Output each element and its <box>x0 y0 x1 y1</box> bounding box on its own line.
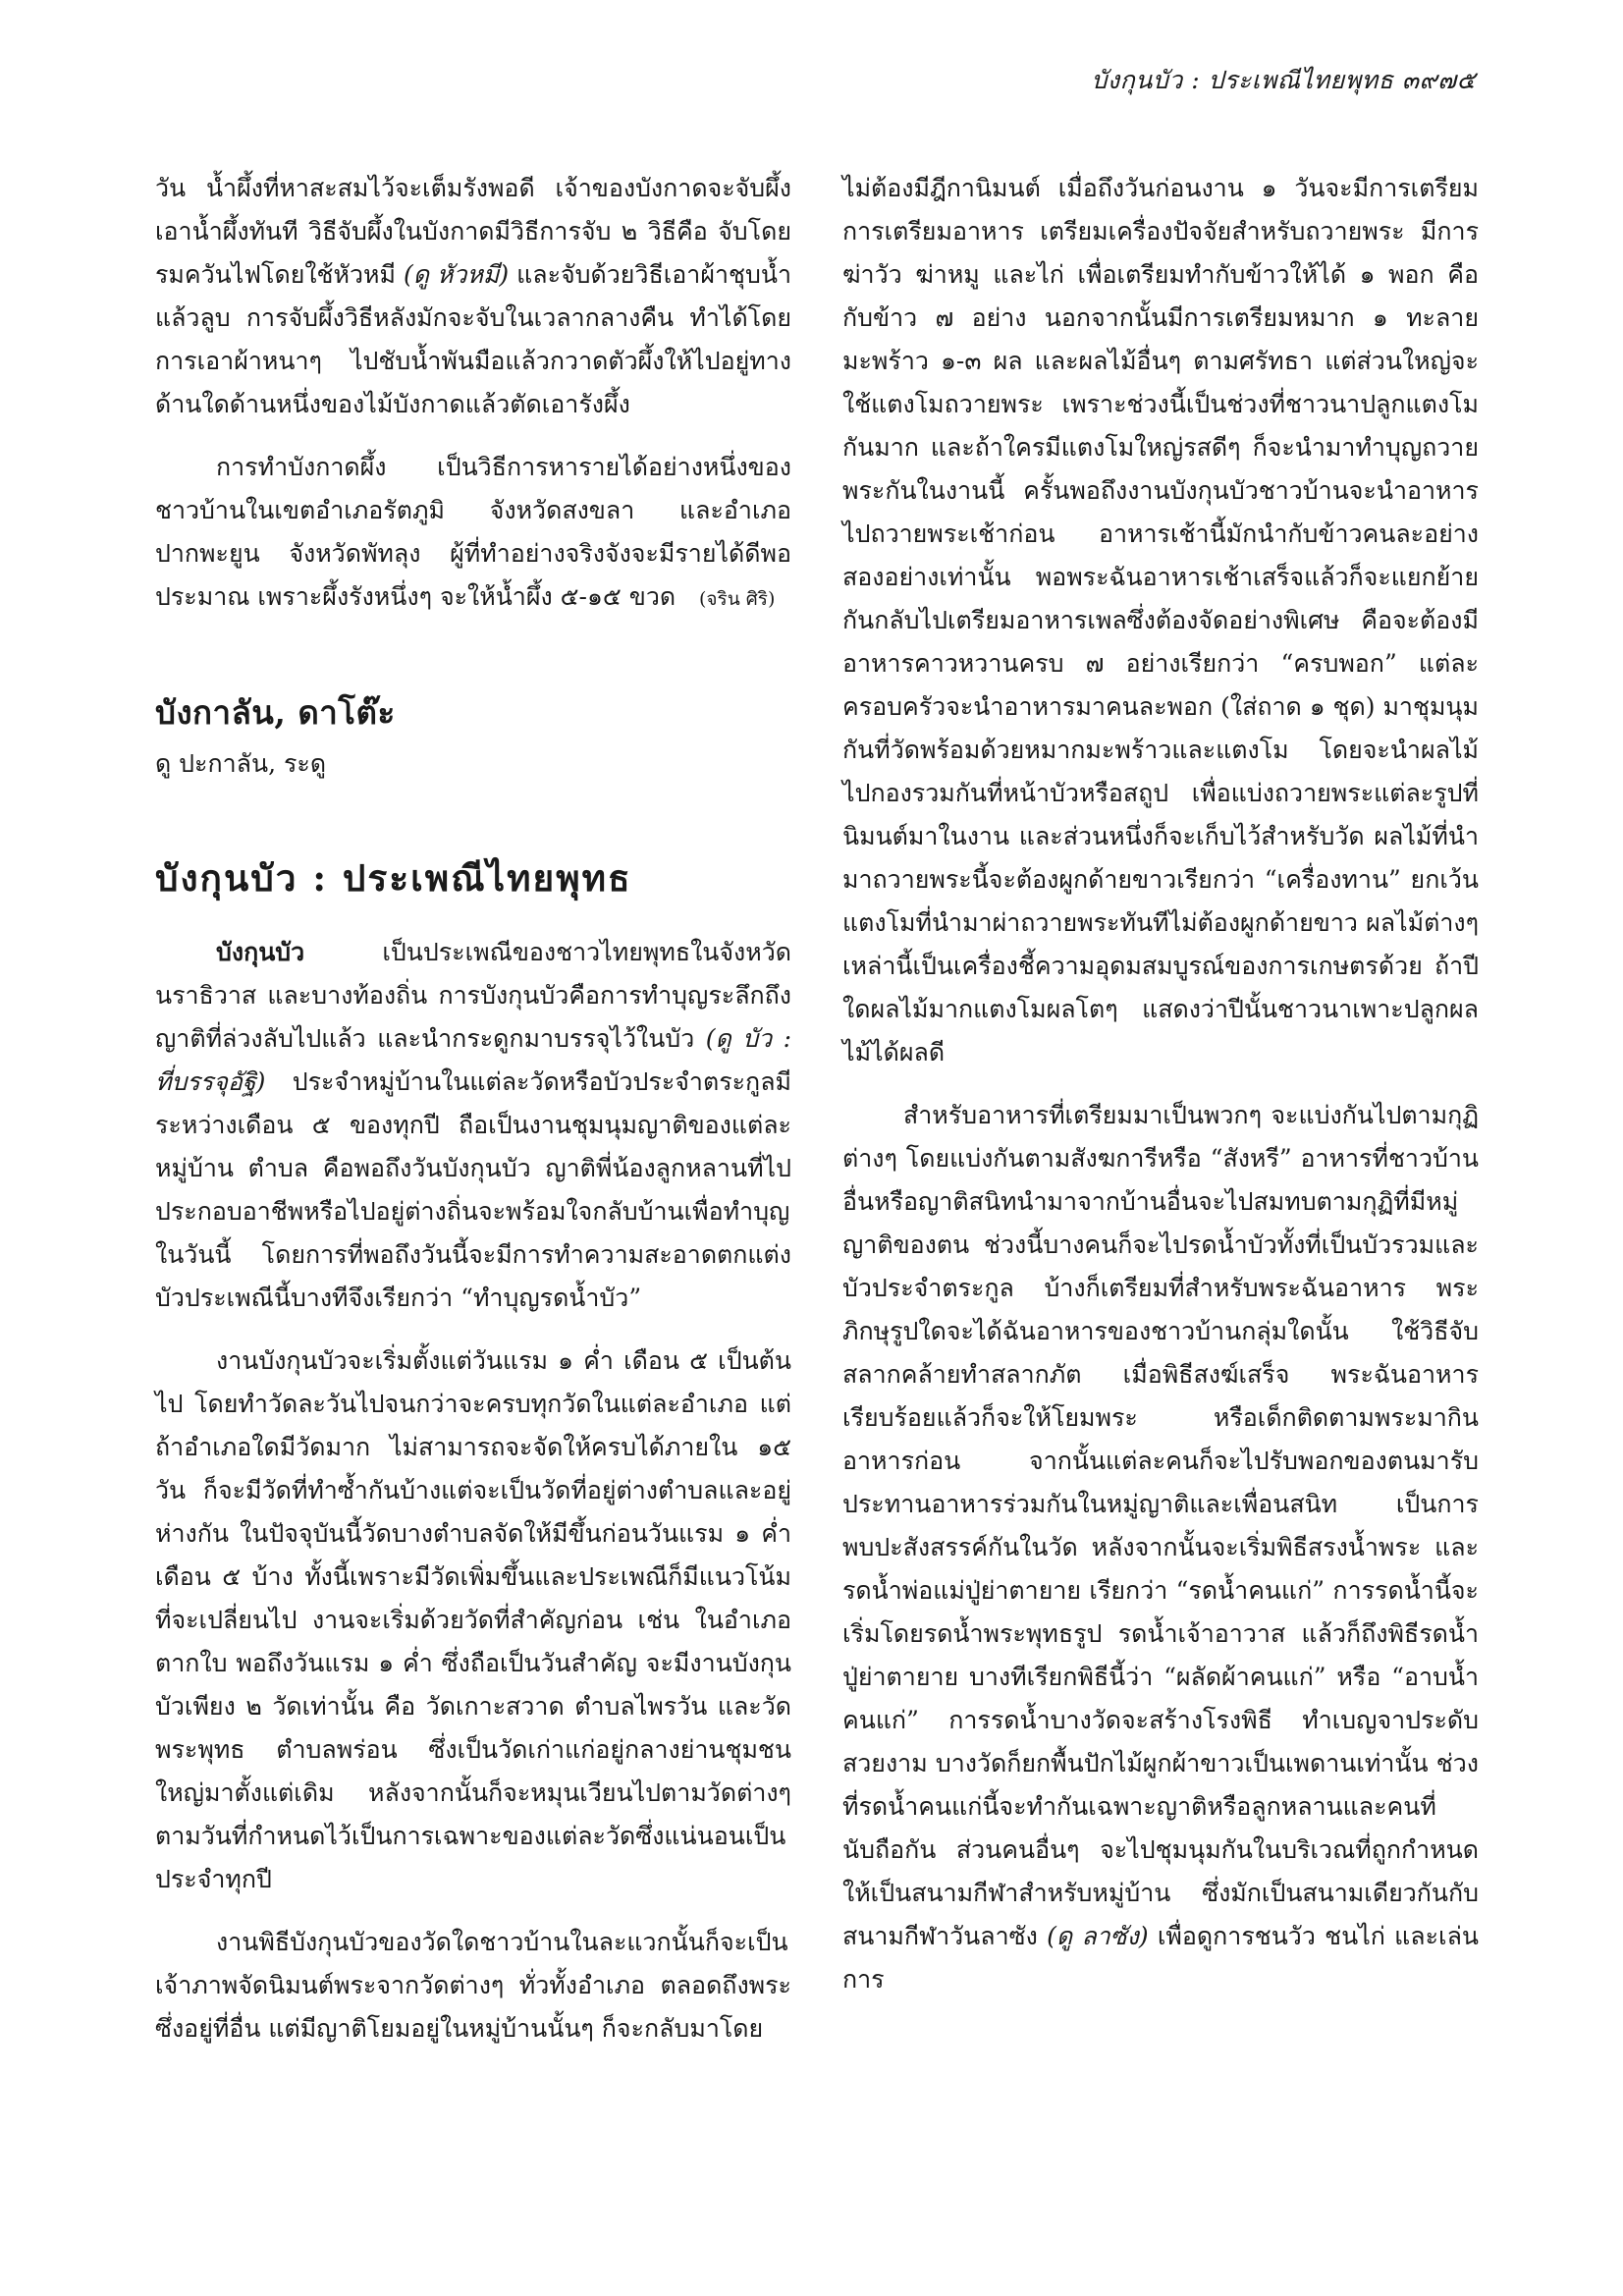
entry-lead-term: บังกุนบัว <box>216 938 305 966</box>
text-segment: เพื่อดูการชนวัว ชนไก่ และเล่นการ <box>842 1922 1479 1994</box>
paragraph <box>842 1094 1479 2001</box>
text-segment: สำหรับอาหารที่เตรียมมาเป็นพวกๆ จะแบ่งกันไปตามกุฏิต่างๆ โดยแบ่งกันตามสังฆการีหรือ “สังหรี” อาหารที่ชาวบ้านอื่นหรือญาติสนิทนำมาจากบ้านอื่นจะไปสมทบตามกุฏิที่มีหมู่ญาติของตน ช่วงนี้บางคนก็จะไปรดน้ำบัวทั้งที่เป็นบัวรวมและบัวประจำตระกูล บ้างก็เตรียมที่สำหรับพระฉันอาหาร พระภิกษุรูปใดจะได้ฉันอาหารของชาวบ้านกลุ่มใดนั้น ใช้วิธีจับสลากคล้ายทำสลากภัต เมื่อพิธีสงฆ์เสร็จ พระฉันอาหารเรียบร้อยแล้วก็จะให้โยมพระ หรือเด็กติดตามพระมากินอาหารก่อน จากนั้นแต่ละคนก็จะไปรับพอกของตนมารับประทานอาหารร่วมกันในหมู่ญาติและเพื่อนสนิท เป็นการพบปะสังสรรค์กันในวัด หลังจากนั้นจะเริ่มพิธีสรงน้ำพระ และรดน้ำพ่อแม่ปู่ย่าตายาย เรียกว่า “รดน้ำคนแก่” การรดน้ำนี้จะเริ่มโดยรดน้ำพระพุทธรูป รดน้ำเจ้าอาวาส แล้วก็ถึงพิธีรดน้ำปู่ย่าตายาย บางทีเรียกพิธีนี้ว่า “ผลัดผ้าคนแก่” หรือ “อาบน้ำคนแก่” การรดน้ำบางวัดจะสร้างโรงพิธี ทำเบญจาประดับสวยงาม บางวัดก็ยกพื้นปักไม้ผูกผ้าขาวเป็นเพดานเท่านั้น ช่วงที่รดน้ำคนแก่นี้จะทำกันเฉพาะญาติหรือลูกหลานและคนที่นับถือกัน ส่วนคนอื่นๆ จะไปชุมนุมกันในบริเวณที่ถูกกำหนดให้เป็นสนามกีฬาสำหรับหมู่บ้าน ซึ่งมักเป็นสนามเดียวกันกับสนามกีฬาวันลาซัง <box>842 1101 1479 1950</box>
text-segment: วัน น้ำผึ้งที่หาสะสมไว้จะเต็มรังพอดี เจ้าของบังกาดจะจับผึ้งเอาน้ำผึ้งทันที วิธีจับผึ้งในบังกาดมีวิธีการจับ ๒ วิธีคือ จับโดยรมควันไฟโดยใช้หัวหมี <box>155 174 791 289</box>
cross-reference: (ดู ลาซัง) <box>1047 1922 1149 1950</box>
text-segment: เป็นประเพณีของชาวไทยพุทธในจังหวัดนราธิวาส และบางท้องถิ่น การบังกุนบัวคือการทำบุญระลึกถึงญาติที่ล่วงลับไปแล้ว และนำกระดูกมาบรรจุไว้ในบัว <box>155 938 791 1053</box>
author-credit: (จริน ศิริ) <box>698 588 776 610</box>
running-header: บังกุนบัว : ประเพณีไทยพุทธ ๓๙๗๕ <box>1091 66 1476 94</box>
cross-reference: (ดู หัวหมี) <box>403 260 510 289</box>
left-column <box>155 167 791 2050</box>
right-column <box>842 167 1479 2001</box>
see-also: ดู ปะกาลัน, ระดู <box>155 749 327 778</box>
entry-title: บังกาลัน, ดาโต๊ะ <box>155 693 396 732</box>
paragraph <box>155 1921 791 2050</box>
paragraph <box>155 1339 791 1901</box>
text-segment: การทำบังกาดผึ้ง เป็นวิธีการหารายได้อย่างหนึ่งของชาวบ้านในเขตอำเภอรัตภูมิ จังหวัดสงขลา และอำเภอปากพะยูน จังหวัดพัทลุง ผู้ที่ทำอย่างจริงจังจะมีรายได้ดีพอประมาณ เพราะผึ้งรังหนึ่งๆ จะให้น้ำผึ้ง ๕-๑๕ ขวด <box>155 453 791 611</box>
text-segment: ประจำหมู่บ้านในแต่ละวัดหรือบัวประจำตระกูลมีระหว่างเดือน ๕ ของทุกปี ถือเป็นงานชุมนุมญาติของแต่ละหมู่บ้าน ตำบล คือพอถึงวันบังกุนบัว ญาติพี่น้องลูกหลานที่ไปประกอบอาชีพหรือไปอยู่ต่างถิ่นจะพร้อมใจกลับบ้านเพื่อทำบุญในวันนี้ โดยการที่พอถึงวันนี้จะมีการทำความสะอาดตกแต่งบัวประเพณีนี้บางทีจึงเรียกว่า “ทำบุญรดน้ำบัว” <box>155 1067 791 1312</box>
paragraph <box>155 167 791 426</box>
cross-reference: (ดู บัว : ที่บรรจุอัฐิ) <box>155 1024 791 1096</box>
paragraph <box>842 167 1479 1074</box>
text-segment: และจับด้วยวิธีเอาผ้าชุบน้ำแล้วลูบ การจับผึ้งวิธีหลังมักจะจับในเวลากลางคืน ทำได้โดยการเอาผ้าหนาๆ ไปชับน้ำพันมือแล้วกวาดตัวผึ้งให้ไปอยู่ทางด้านใดด้านหนึ่งของไม้บังกาดแล้วตัดเอารังผึ้ง <box>155 260 791 418</box>
text-segment: ไม่ต้องมีฎีกานิมนต์ เมื่อถึงวันก่อนงาน ๑ วันจะมีการเตรียมการเตรียมอาหาร เตรียมเครื่องปัจจัยสำหรับถวายพระ มีการฆ่าวัว ฆ่าหมู และไก่ เพื่อเตรียมทำกับข้าวให้ได้ ๑ พอก คือกับข้าว ๗ อย่าง นอกจากนั้นมีการเตรียมหมาก ๑ ทะลาย มะพร้าว ๑-๓ ผล และผลไม้อื่นๆ ตามศรัทธา แต่ส่วนใหญ่จะใช้แตงโมถวายพระ เพราะช่วงนี้เป็นช่วงที่ชาวนาปลูกแตงโมกันมาก และถ้าใครมีแตงโมใหญ่รสดีๆ ก็จะนำมาทำบุญถวายพระกันในงานนี้ ครั้นพอถึงงานบังกุนบัวชาวบ้านจะนำอาหารไปถวายพระเช้าก่อน อาหารเช้านี้มักนำกับข้าวคนละอย่างสองอย่างเท่านั้น พอพระฉันอาหารเช้าเสร็จแล้วก็จะแยกย้ายกันกลับไปเตรียมอาหารเพลซึ่งต้องจัดอย่างพิเศษ คือจะต้องมีอาหารคาวหวานครบ ๗ อย่างเรียกว่า “ครบพอก” แต่ละครอบครัวจะนำอาหารมาคนละพอก (ใส่ถาด ๑ ชุด) มาชุมนุมกันที่วัดพร้อมด้วยหมากมะพร้าวและแตงโม โดยจะนำผลไม้ไปกองรวมกันที่หน้าบัวหรือสถูป เพื่อแบ่งถวายพระแต่ละรูปที่นิมนต์มาในงาน และส่วนหนึ่งก็จะเก็บไว้สำหรับวัด ผลไม้ที่นำมาถวายพระนี้จะต้องผูกด้ายขาวเรียกว่า “เครื่องทาน” ยกเว้นแตงโมที่นำมาผ่าถวายพระทันทีไม่ต้องผูกด้ายขาว ผลไม้ต่างๆ เหล่านี้เป็นเครื่องชี้ความอุดมสมบูรณ์ของการเกษตรด้วย ถ้าปีใดผลไม้มากแตงโมผลโตๆ แสดงว่าปีนั้นชาวนาเพาะปลูกผลไม้ได้ผลดี <box>842 174 1479 1066</box>
entry-title: บังกุนบัว : ประเพณีไทยพุทธ <box>155 856 632 900</box>
text-segment: งานบังกุนบัวจะเริ่มตั้งแต่วันแรม ๑ ค่ำ เดือน ๕ เป็นต้นไป โดยทำวัดละวันไปจนกว่าจะครบทุกวัดในแต่ละอำเภอ แต่ถ้าอำเภอใดมีวัดมาก ไม่สามารถจะจัดให้ครบได้ภายใน ๑๕ วัน ก็จะมีวัดที่ทำซ้ำกันบ้างแต่จะเป็นวัดที่อยู่ต่างตำบลและอยู่ห่างกัน ในปัจจุบันนี้วัดบางตำบลจัดให้มีขึ้นก่อนวันแรม ๑ ค่ำ เดือน ๕ บ้าง ทั้งนี้เพราะมีวัดเพิ่มขึ้นและประเพณีก็มีแนวโน้มที่จะเปลี่ยนไป งานจะเริ่มด้วยวัดที่สำคัญก่อน เช่น ในอำเภอตากใบ พอถึงวันแรม ๑ ค่ำ ซึ่งถือเป็นวันสำคัญ จะมีงานบังกุนบัวเพียง ๒ วัดเท่านั้น คือ วัดเกาะสวาด ตำบลไพรวัน และวัดพระพุทธ ตำบลพร่อน ซึ่งเป็นวัดเก่าแก่อยู่กลางย่านชุมชนใหญ่มาตั้งแต่เดิม หลังจากนั้นก็จะหมุนเวียนไปตามวัดต่างๆ ตามวันที่กำหนดไว้เป็นการเฉพาะของแต่ละวัดซึ่งแน่นอนเป็นประจำทุกปี <box>155 1346 791 1893</box>
text-segment: งานพิธีบังกุนบัวของวัดใดชาวบ้านในละแวกนั้นก็จะเป็นเจ้าภาพจัดนิมนต์พระจากวัดต่างๆ ทั่วทั้งอำเภอ ตลอดถึงพระซึ่งอยู่ที่อื่น แต่มีญาติโยมอยู่ในหมู่บ้านนั้นๆ ก็จะกลับมาโดย <box>155 1928 791 2043</box>
paragraph <box>155 446 791 621</box>
paragraph <box>155 931 791 1320</box>
